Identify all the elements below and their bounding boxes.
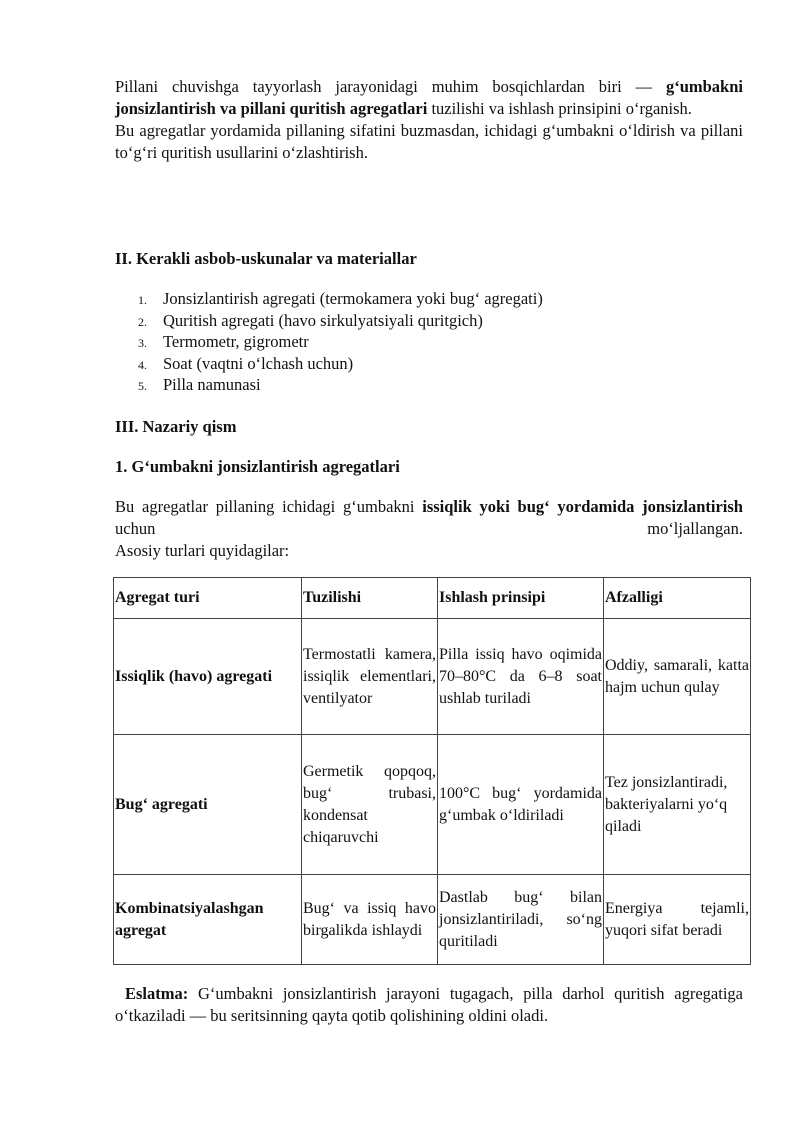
theory-text-part: Bu agregatlar pillaning ichidagi g‘umbakni	[115, 497, 423, 516]
list-text: Termometr, gigrometr	[163, 332, 309, 351]
list-text: Soat (vaqtni o‘lchash uchun)	[163, 353, 354, 373]
list-text: Jonsizlantirish agregati (termokamera yoki bug‘ agregati)	[163, 289, 543, 308]
theory-text	[115, 496, 743, 540]
list-item	[115, 310, 743, 332]
list-item	[115, 331, 743, 353]
subsection-heading: 1. G‘umbakni jonsizlantirish agregatlari	[115, 457, 400, 476]
note-paragraph	[115, 983, 743, 1027]
list-text: Pilla namunasi	[163, 375, 261, 394]
list-number: 2.	[138, 314, 147, 329]
table-row	[114, 875, 751, 965]
table-cell-principle: Dastlab bug‘ bilan jonsizlantiriladi, so‘ng quritiladi	[438, 875, 604, 965]
section-3-heading: III. Nazariy qism	[115, 417, 237, 436]
section-2-heading: II. Kerakli asbob-uskunalar va materiallar	[115, 249, 417, 268]
list-number: 1.	[138, 293, 147, 307]
table-cell-type: Bug‘ agregati	[114, 735, 302, 875]
intro-text: tuzilishi va ishlash prinsipini o‘rganish.	[427, 99, 692, 118]
intro-paragraph-2: Bu agregatlar yordamida pillaning sifatini buzmasdan, ichidagi g‘umbakni o‘ldirish va pillani to‘g‘ri quritish usullarini o‘zlashtirish.	[115, 121, 743, 162]
list-number: 4.	[138, 357, 147, 372]
theory-paragraph	[115, 496, 743, 562]
table-cell-advantage: Tez jonsizlantiradi, bakteriyalarni yo‘q qiladi	[604, 735, 751, 875]
table-header-cell: Afzalligi	[604, 578, 751, 619]
note-label: Eslatma:	[125, 984, 189, 1003]
table-header-row	[114, 578, 751, 619]
table-header-cell: Tuzilishi	[302, 578, 438, 619]
note-text: G‘umbakni jonsizlantirish jarayoni tugagach, pilla darhol quritish agregatiga o‘tkaziladi — bu seritsinning qayta qotib qolishining oldini oladi.	[115, 984, 743, 1025]
table-header-cell: Ishlash prinsipi	[438, 578, 604, 619]
table-row	[114, 619, 751, 735]
aggregates-table	[113, 577, 751, 965]
list-item	[115, 288, 743, 310]
intro-section	[115, 76, 743, 164]
intro-paragraph-1	[115, 76, 743, 120]
table-cell-type: Kombinatsiyalashgan agregat	[114, 875, 302, 965]
list-text: Quritish agregati (havo sirkulyatsiyali quritgich)	[163, 310, 483, 330]
list-item	[115, 353, 743, 375]
theory-text-line: Asosiy turlari quyidagilar:	[115, 541, 290, 560]
table-cell-structure: Bug‘ va issiq havo birgalikda ishlaydi	[302, 875, 438, 965]
table-row	[114, 735, 751, 875]
table-cell-principle: 100°C bug‘ yordamida g‘umbak o‘ldiriladi	[438, 735, 604, 875]
list-number: 5.	[138, 379, 147, 393]
theory-text-part: uchun mo‘ljallangan.	[115, 519, 743, 538]
table-header-cell: Agregat turi	[114, 578, 302, 619]
table-cell-type: Issiqlik (havo) agregati	[114, 619, 302, 735]
equipment-list	[115, 288, 743, 396]
intro-text: Pillani chuvishga tayyorlash jarayonidagi muhim bosqichlardan biri —	[115, 77, 666, 96]
table-cell-advantage: Oddiy, samarali, katta hajm uchun qulay	[604, 619, 751, 735]
table-cell-principle: Pilla issiq havo oqimida 70–80°C da 6–8 soat ushlab turiladi	[438, 619, 604, 735]
intro-bold-text: g‘umbakni jonsizlantirish va pillani quritish agregatlari	[115, 77, 743, 118]
list-number: 3.	[138, 336, 147, 350]
note-section	[115, 983, 743, 1027]
theory-bold-text: issiqlik yoki bug‘ yordamida jonsizlantirish	[422, 497, 743, 516]
table-cell-structure: Germetik qopqoq, bug‘ trubasi, kondensat chiqaruvchi	[302, 735, 438, 875]
list-item	[115, 374, 743, 396]
table-cell-advantage: Energiya tejamli, yuqori sifat beradi	[604, 875, 751, 965]
table-cell-structure: Termostatli kamera, issiqlik elementlari, ventilyator	[302, 619, 438, 735]
